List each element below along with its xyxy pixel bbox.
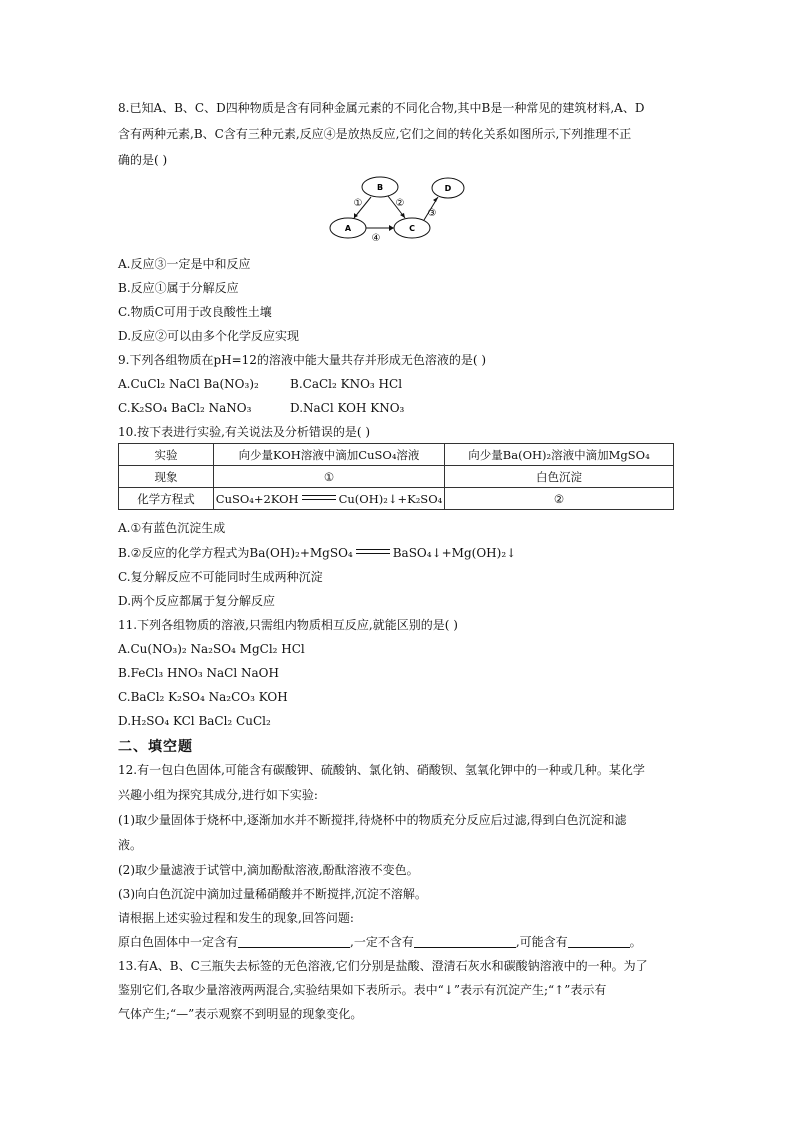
q12-step2: (2)取少量滤液于试管中,滴加酚酞溶液,酚酞溶液不变色。 [118,863,419,877]
q12-answer-text-2: ,一定不含有 [350,935,414,949]
q9-option-d: D.NaCl KOH KNO₃ [290,401,405,415]
q11-option-c: C.BaCl₂ K₂SO₄ Na₂CO₃ KOH [118,690,288,704]
q10-option-b-right: BaSO₄↓+Mg(OH)₂↓ [392,546,517,560]
q9-option-b: B.CaCl₂ KNO₃ HCl [290,377,403,391]
q8-option-b: B.反应①属于分解反应 [118,281,239,295]
q10-option-c: C.复分解反应不可能同时生成两种沉淀 [118,570,323,584]
q8-option-d: D.反应②可以由多个化学反应实现 [118,329,300,343]
q12-answer-text-1: 原白色固体中一定含有 [118,935,239,949]
q8-option-a: A.反应③一定是中和反应 [118,257,251,271]
node-c-label: C [409,224,415,233]
q12-answer-line [118,934,642,950]
q10-stem: 10.按下表进行实验,有关说法及分析错误的是( ) [118,425,371,439]
table-row [119,444,674,466]
answer-blank-must-not-contain[interactable] [414,935,516,948]
table-row [119,488,674,510]
q8-conversion-diagram [320,172,480,247]
node-a-label: A [344,224,352,233]
q10-option-b [118,545,516,561]
q13-stem-line2: 鉴别它们,各取少量溶液两两混合,实验结果如下表所示。表中“↓”表示有沉淀产生;“↑”表示有 [118,983,607,997]
node-d-label: D [444,184,452,193]
q12-answer-text-3: ,可能含有 [515,935,568,949]
q11-option-d: D.H₂SO₄ KCl BaCl₂ CuCl₂ [118,714,271,728]
q9-stem: 9.下列各组物质在pH=12的溶液中能大量共存并形成无色溶液的是( ) [118,353,487,367]
reaction-2-label: ② [395,198,405,209]
reaction-1-label: ① [353,198,363,209]
answer-blank-may-contain[interactable] [568,935,630,948]
node-b-label: B [376,183,384,192]
table-cell: ② [445,488,674,510]
table-cell-equation [214,488,445,510]
q13-stem-line3: 气体产生;“—”表示观察不到明显的现象变化。 [118,1007,363,1021]
q8-stem-line1: 8.已知A、B、C、D四种物质是含有同种金属元素的不同化合物,其中B是一种常见的建筑材料,A、D [118,101,645,115]
q13-stem-line1: 13.有A、B、C三瓶失去标签的无色溶液,它们分别是盐酸、澄清石灰水和碳酸钠溶液中的一种。为了 [118,959,648,973]
q12-prompt: 请根据上述实验过程和发生的现象,回答问题: [118,911,354,925]
q11-stem: 11.下列各组物质的溶液,只需组内物质相互反应,就能区别的是( ) [118,618,458,632]
table-cell: ① [214,466,445,488]
table-cell: 白色沉淀 [445,466,674,488]
q10-option-a: A.①有蓝色沉淀生成 [118,521,226,535]
table-cell: 化学方程式 [119,488,214,510]
section-title: 二、填空题 [118,739,193,755]
q12-stem-line1: 12.有一包白色固体,可能含有碳酸钾、硫酸钠、氯化钠、硝酸钡、氢氧化钾中的一种或几种。某化学 [118,763,645,777]
q12-answer-end: 。 [629,935,642,949]
table-row [119,466,674,488]
equals-sign-icon [356,549,390,554]
q8-option-c: C.物质C可用于改良酸性土壤 [118,305,272,319]
equation-products: Cu(OH)₂↓+K₂SO₄ [338,491,443,506]
q10-option-b-left: B.②反应的化学方程式为Ba(OH)₂+MgSO₄ [118,546,353,560]
q9-option-a: A.CuCl₂ NaCl Ba(NO₃)₂ [118,377,259,391]
equation-reactants: CuSO₄+2KOH [215,491,299,506]
table-cell: 现象 [119,466,214,488]
reaction-3-label: ③ [427,208,437,219]
table-cell: 向少量KOH溶液中滴加CuSO₄溶液 [214,444,445,466]
q12-stem-line2: 兴趣小组为探究其成分,进行如下实验: [118,788,318,802]
q10-experiment-table [118,443,674,510]
equals-sign-icon [302,495,336,500]
q12-step3: (3)向白色沉淀中滴加过量稀硝酸并不断搅拌,沉淀不溶解。 [118,887,427,901]
q10-option-d: D.两个反应都属于复分解反应 [118,594,276,608]
q8-stem-line2: 含有两种元素,B、C含有三种元素,反应④是放热反应,它们之间的转化关系如图所示,下列推理不正 [118,127,632,141]
q8-stem-line3: 确的是( ) [118,153,168,167]
table-cell: 实验 [119,444,214,466]
answer-blank-must-contain[interactable] [238,935,350,948]
q11-option-a: A.Cu(NO₃)₂ Na₂SO₄ MgCl₂ HCl [118,642,305,656]
q12-step1-line1: (1)取少量固体于烧杯中,逐渐加水并不断搅拌,待烧杯中的物质充分反应后过滤,得到白色沉淀和滤 [118,813,627,827]
q9-option-c: C.K₂SO₄ BaCl₂ NaNO₃ [118,401,252,415]
reaction-4-label: ④ [371,233,381,244]
q12-step1-line2: 液。 [118,838,143,852]
q11-option-b: B.FeCl₃ HNO₃ NaCl NaOH [118,666,279,680]
table-cell: 向少量Ba(OH)₂溶液中滴加MgSO₄ [445,444,674,466]
